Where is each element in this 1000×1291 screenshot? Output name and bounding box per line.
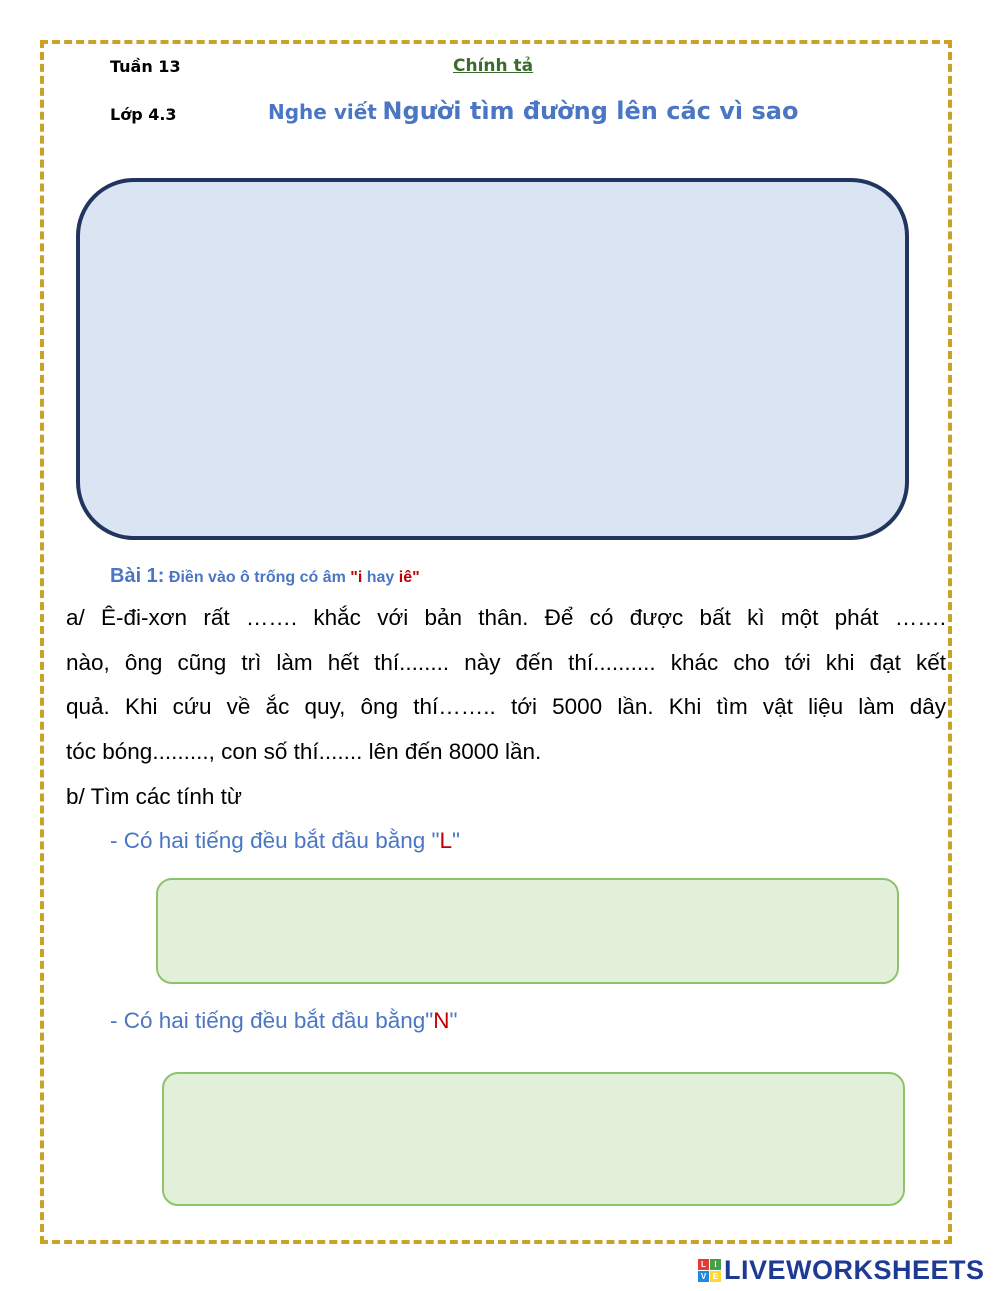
exercise-1a-paragraph bbox=[66, 596, 946, 774]
logo-block: I bbox=[710, 1259, 721, 1270]
paragraph-line: tóc bóng........., con số thí....... lên đến 8000 lần. bbox=[66, 738, 542, 764]
item-n-prompt bbox=[110, 1008, 457, 1034]
item-l-text: - Có hai tiếng đều bắt đầu bằng " bbox=[110, 828, 440, 853]
item-l-quote: " bbox=[452, 828, 460, 853]
instruction-ie: iê" bbox=[398, 569, 420, 586]
week-label: Tuần 13 bbox=[110, 57, 181, 76]
paragraph-line: a/ Ê-đi-xơn rất ……. khắc với bản thân. Để có được bất kì một phát ……. bbox=[66, 605, 946, 630]
class-label: Lớp 4.3 bbox=[110, 105, 177, 124]
lesson-title bbox=[268, 97, 798, 125]
instruction-hay: hay bbox=[362, 569, 399, 586]
instruction-i: "i bbox=[350, 569, 363, 586]
answer-box-l[interactable] bbox=[156, 878, 899, 984]
logo-icon bbox=[698, 1259, 721, 1282]
logo-block: V bbox=[698, 1271, 709, 1282]
lesson-title-main: Người tìm đường lên các vì sao bbox=[382, 97, 799, 125]
exercise-1-instruction bbox=[169, 569, 420, 586]
dictation-answer-box[interactable] bbox=[76, 178, 909, 540]
item-n-text: - Có hai tiếng đều bắt đầu bằng" bbox=[110, 1008, 434, 1033]
exercise-1-heading bbox=[110, 565, 420, 588]
answer-box-n[interactable] bbox=[162, 1072, 905, 1206]
logo-block: E bbox=[710, 1271, 721, 1282]
part-b-label: b/ Tìm các tính từ bbox=[66, 784, 242, 809]
exercise-1-label: Bài 1: bbox=[110, 565, 165, 587]
logo-text: LIVEWORKSHEETS bbox=[724, 1254, 985, 1285]
logo-block: L bbox=[698, 1259, 709, 1270]
item-l-prompt bbox=[110, 828, 460, 854]
lesson-title-prefix: Nghe viết bbox=[268, 100, 377, 124]
instruction-prefix: Điền vào ô trống có âm bbox=[168, 569, 351, 586]
liveworksheets-logo bbox=[698, 1255, 985, 1285]
item-n-letter: N bbox=[433, 1008, 450, 1033]
item-l-letter: L bbox=[439, 828, 452, 853]
paragraph-line: nào, ông cũng trì làm hết thí........ này đến thí.......... khác cho tới khi đạt kết bbox=[66, 649, 946, 675]
paragraph-line: quả. Khi cứu về ắc quy, ông thí…….. tới 5000 lần. Khi tìm vật liệu làm dây bbox=[66, 694, 946, 719]
item-n-quote: " bbox=[449, 1008, 458, 1033]
subject-title: Chính tả bbox=[453, 56, 534, 76]
